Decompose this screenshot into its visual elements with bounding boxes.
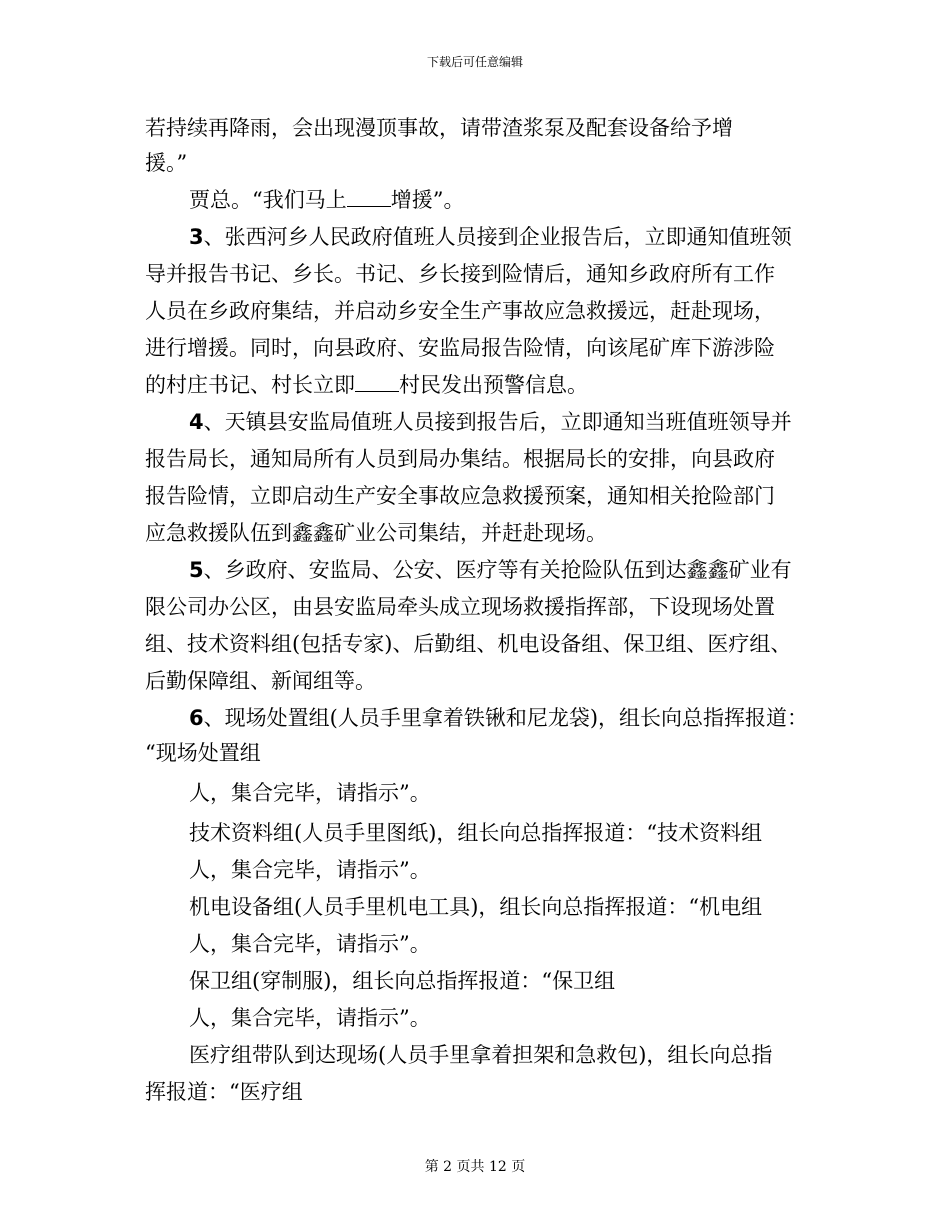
text-line: 组、技术资料组(包括专家)、后勤组、机电设备组、保卫组、医疗组、	[145, 632, 792, 656]
text-run: 增援”。	[390, 188, 465, 212]
text-line	[189, 185, 465, 215]
text-line: 应急救援队伍到鑫鑫矿业公司集结，并赶赴现场。	[145, 521, 607, 545]
text-line	[189, 407, 792, 437]
text-line	[189, 555, 792, 585]
text-line: 进行增援。同时，向县政府、安监局报告险情，向该尾矿库下游涉险	[145, 336, 775, 360]
text-run: 、乡政府、安监局、公安、医疗等有关抢险队伍到达鑫鑫矿业有	[203, 558, 792, 582]
text-line: 后勤保障组、新闻组等。	[145, 669, 376, 693]
item-number: 4	[189, 410, 204, 434]
text-line: 人员在乡政府集结，并启动乡安全生产事故应急救援远，赶赴现场，	[145, 299, 775, 323]
page-header: 下载后可任意编辑	[426, 55, 523, 69]
text-line	[189, 222, 792, 252]
item-number: 5	[189, 558, 204, 582]
text-line: “现场处置组	[145, 741, 261, 765]
text-line: 人，集合完毕，请指示”。	[189, 932, 431, 956]
text-line	[189, 703, 808, 733]
text-run: 、现场处置组(人员手里拿着铁锹和尼龙袋)，组长向总指挥报道：	[203, 706, 809, 730]
fill-in-blank	[347, 188, 391, 207]
text-line: 人，集合完毕，请指示”。	[189, 1006, 431, 1030]
text-line: 人，集合完毕，请指示”。	[189, 781, 431, 805]
text-line: 援。”	[145, 151, 188, 175]
text-run: 、天镇县安监局值班人员接到报告后，立即通知当班值班领导并	[203, 410, 792, 434]
text-line: 人，集合完毕，请指示”。	[189, 858, 431, 882]
text-run: 、张西河乡人民政府值班人员接到企业报告后，立即通知值班领	[203, 225, 792, 249]
text-line: 限公司办公区，由县安监局牵头成立现场救援指挥部，下设现场处置	[145, 595, 775, 619]
text-line: 导并报告书记、乡长。书记、乡长接到险情后，通知乡政府所有工作	[145, 262, 775, 286]
item-number: 6	[189, 706, 204, 730]
text-line: 若持续再降雨，会出现漫顶事故，请带渣浆泵及配套设备给予增	[145, 116, 733, 140]
text-line: 保卫组(穿制服)，组长向总指挥报道：“保卫组	[189, 969, 616, 993]
text-line	[145, 370, 588, 400]
text-line: 医疗组带队到达现场(人员手里拿着担架和急救包)，组长向总指	[189, 1043, 773, 1067]
page-footer: 第 2 页共 12 页	[424, 1159, 526, 1175]
text-run: 村民发出预警信息。	[399, 373, 588, 397]
fill-in-blank	[355, 373, 399, 392]
text-line: 报告局长，通知局所有人员到局办集结。根据局长的安排，向县政府	[145, 447, 775, 471]
text-line: 机电设备组(人员手里机电工具)，组长向总指挥报道：“机电组	[189, 895, 763, 919]
text-line: 挥报道：“医疗组	[145, 1080, 303, 1104]
text-line: 报告险情，立即启动生产安全事故应急救援预案，通知相关抢险部门	[145, 484, 775, 508]
text-run: 的村庄书记、村长立即	[145, 373, 355, 397]
text-run: 贾总。“我们马上	[189, 188, 347, 212]
item-number: 3	[189, 225, 204, 249]
text-line: 技术资料组(人员手里图纸)，组长向总指挥报道：“技术资料组	[189, 821, 763, 845]
